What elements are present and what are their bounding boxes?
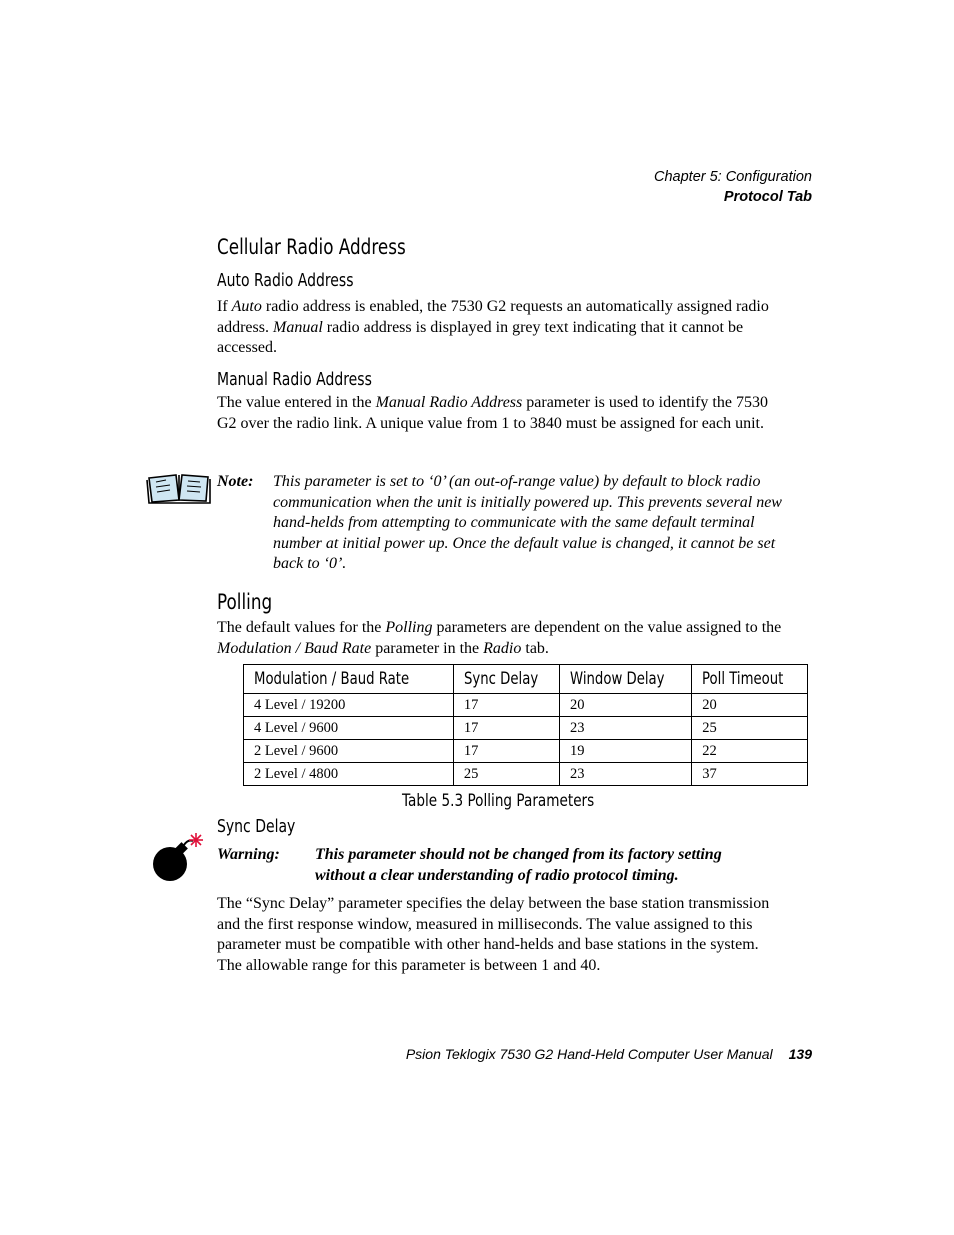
sync-delay-heading: Sync Delay (217, 817, 296, 837)
table-row (244, 763, 808, 786)
table-header-cell: Poll Timeout (692, 665, 807, 694)
table-cell: 23 (560, 763, 692, 786)
page-footer (406, 1046, 812, 1062)
sync-delay-paragraph: The “Sync Delay” parameter specifies the delay between the base station transmission and the first response window, measured in milliseconds. The value assigned to this parameter must be compatible with other hand-helds and base stations in the system. The allowable range for this parameter is between 1 and 40. (217, 895, 770, 974)
section-label: Protocol Tab (723, 189, 812, 205)
table-cell: 2 Level / 9600 (244, 740, 454, 763)
table-row (244, 740, 808, 763)
manual-radio-address-heading: Manual Radio Address (217, 370, 372, 390)
table-caption: Table 5.3 Polling Parameters (402, 791, 595, 811)
table-header-cell: Modulation / Baud Rate (244, 665, 454, 694)
bomb-icon (150, 833, 206, 883)
table-cell: 25 (453, 763, 559, 786)
polling-heading: Polling (217, 590, 273, 614)
polling-parameters-table (243, 664, 808, 786)
table-cell: 19 (560, 740, 692, 763)
table-row (244, 717, 808, 740)
polling-paragraph: The default values for the Polling parameters are dependent on the value assigned to the Modulation / Baud Rate parameter in the Radio tab. (217, 619, 782, 657)
table-header-row (244, 665, 808, 694)
table-cell: 25 (692, 717, 807, 740)
warning-label: Warning: (217, 846, 280, 863)
auto-radio-address-heading: Auto Radio Address (217, 271, 354, 291)
open-book-icon (146, 470, 212, 504)
table-header-cell: Sync Delay (453, 665, 559, 694)
warning-text: This parameter should not be changed from its factory setting without a clear understanding of radio protocol timing. (315, 846, 722, 884)
note-label: Note: (217, 473, 254, 490)
table-cell: 23 (560, 717, 692, 740)
cellular-radio-address-heading: Cellular Radio Address (217, 235, 406, 259)
table-cell: 17 (453, 740, 559, 763)
table-header-cell: Window Delay (560, 665, 692, 694)
table-row (244, 694, 808, 717)
table-cell: 2 Level / 4800 (244, 763, 454, 786)
chapter-label: Chapter 5: Configuration (654, 169, 812, 185)
note-text: This parameter is set to ‘0’ (an out-of-range value) by default to block radio communication when the unit is initially powered up. This prevents several new hand-helds from attempting to communicate with the same default terminal number at initial power up. Once the default value is changed, it cannot be set back to ‘0’. (273, 473, 782, 573)
table-cell: 20 (560, 694, 692, 717)
table-cell: 37 (692, 763, 807, 786)
table-cell: 20 (692, 694, 807, 717)
table-cell: 4 Level / 9600 (244, 717, 454, 740)
table-cell: 17 (453, 717, 559, 740)
table-cell: 17 (453, 694, 559, 717)
page-number: 139 (788, 1046, 812, 1062)
page-header (654, 167, 812, 207)
auto-radio-address-paragraph: If Auto radio address is enabled, the 7530 G2 requests an automatically assigned radio address. Manual radio address is displayed in grey text indicating that it cannot be accessed. (217, 298, 769, 357)
manual-title: Psion Teklogix 7530 G2 Hand-Held Computer User Manual (405, 1046, 773, 1062)
manual-radio-address-paragraph: The value entered in the Manual Radio Address parameter is used to identify the 7530 G2 over the radio link. A unique value from 1 to 3840 must be assigned for each unit. (217, 394, 768, 432)
table-cell: 4 Level / 19200 (244, 694, 454, 717)
table-cell: 22 (692, 740, 807, 763)
